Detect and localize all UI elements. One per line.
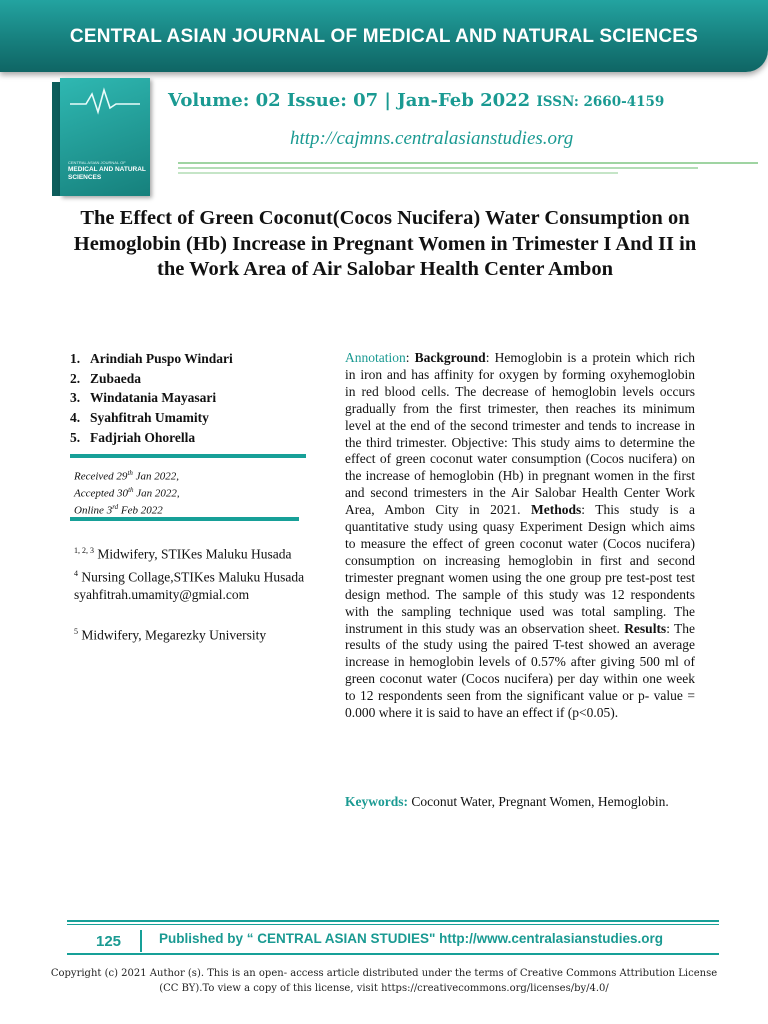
keywords-label: Keywords: bbox=[345, 794, 408, 809]
affiliation-3: $^5$ Midwifery, Megarezky University bbox=[74, 627, 267, 643]
cover-title: MEDICAL AND NATURAL SCIENCES bbox=[68, 166, 146, 181]
journal-banner bbox=[0, 0, 768, 72]
author-item: 3. Windatania Mayasari bbox=[70, 390, 217, 406]
divider bbox=[178, 167, 698, 169]
volume-text: Volume: 02 Issue: 07 | Jan-Feb 2022 bbox=[168, 90, 531, 111]
heartbeat-icon bbox=[70, 86, 140, 116]
affiliation-2: $^4$ Nursing Collage,STIKes Maluku Husada syahfitrah.umamity@gmial.com bbox=[74, 569, 305, 602]
article-dates bbox=[74, 467, 180, 518]
divider bbox=[178, 172, 618, 174]
keywords-text: Coconut Water, Pregnant Women, Hemoglobin. bbox=[408, 794, 669, 809]
background-label: Background bbox=[414, 350, 486, 365]
author-item: 4. Syahfitrah Umamity bbox=[70, 410, 209, 426]
footer-divider bbox=[67, 920, 719, 922]
online-date: Online 3rd Feb 2022 bbox=[74, 503, 163, 517]
keywords bbox=[345, 794, 695, 811]
volume-issue bbox=[168, 90, 664, 111]
author-list bbox=[70, 349, 233, 448]
divider bbox=[178, 162, 758, 164]
article-title: The Effect of Green Coconut(Cocos Nucifera) Water Consumption on Hemoglobin (Hb) Increase in Pregnant Women in Trimester I And II in the Work Area of Air Salobar Health Center Ambon bbox=[73, 207, 697, 280]
author-item: 2. Zubaeda bbox=[70, 370, 142, 386]
footer-divider bbox=[67, 924, 719, 925]
accepted-date: Accepted 30th Jan 2022, bbox=[74, 486, 180, 500]
abstract: Annotation: Background: Hemoglobin is a protein which rich in iron and has affinity for oxygen by forming oxyhemoglobin in red blood cells. The decrease of hemoglobin levels occurs gradually from the first trimester, then reaches its minimum level at the end of the second trimester and tends to increase in the third trimester. Objective: This study aims to determine the effect of green coconut water consumption (Cocos nucifera) on the increase of hemoglobin (Hb) in pregnant women in the first and second trimesters in the Air Salobar Health Center Work Area, Ambon City in 2021. Methods: This study is a quantitative study using quasy Experiment Design which aims to measure the effect of green coconut water (Cocos nucifera) consumption on increasing hemoglobin in first and second trimester pregnant women using the one group pre test-post test design method. The sample of this study was 12 respondents with the sampling technique used was total sampling. The instrument in this study was an observation sheet. Results: The results of the study using the paired T-test showed an average increase in hemoglobin levels of 0.57% after giving 500 ml of green coconut water (Cocos nucifera) per day within one week to 12 respondents seen from the significant value or p- value = 0.000 where it is said to have an effect if (p<0.05). bbox=[345, 350, 695, 721]
publisher-line[interactable]: Published by “ CENTRAL ASIAN STUDIES" http://www.centralasianstudies.org bbox=[159, 931, 663, 946]
footer-divider bbox=[67, 953, 719, 955]
cover-small-text: CENTRAL ASIAN JOURNAL OF bbox=[68, 160, 126, 165]
divider bbox=[70, 454, 306, 458]
affiliation-1: $^{1, 2, 3}$ Midwifery, STIKes Maluku Husada bbox=[74, 546, 292, 562]
journal-title: CENTRAL ASIAN JOURNAL OF MEDICAL AND NATURAL SCIENCES bbox=[69, 26, 699, 47]
methods-label: Methods bbox=[530, 502, 582, 518]
divider bbox=[70, 517, 299, 521]
page-number: 125 bbox=[96, 933, 122, 950]
copyright-notice: Copyright (c) 2021 Author (s). This is an open- access article distributed under the terms of Creative Commons Attribution License (CC BY).To view a copy of this license, visit https://creativecommons.org/licenses/by/4.0/ bbox=[50, 968, 718, 994]
footer-separator bbox=[140, 930, 142, 952]
journal-cover-image bbox=[52, 78, 150, 196]
author-item: 1. Arindiah Puspo Windari bbox=[70, 351, 233, 366]
annotation-label: Annotation bbox=[345, 350, 406, 365]
journal-url[interactable]: http://cajmns.centralasianstudies.org bbox=[290, 128, 574, 149]
issn-text: ISSN: 2660-4159 bbox=[536, 94, 665, 110]
results-label: Results bbox=[624, 620, 667, 636]
author-email[interactable]: syahfitrah.umamity@gmial.com bbox=[74, 587, 250, 602]
author-item: 5. Fadjriah Ohorella bbox=[70, 429, 196, 445]
received-date: Received 29th Jan 2022, bbox=[74, 469, 180, 483]
